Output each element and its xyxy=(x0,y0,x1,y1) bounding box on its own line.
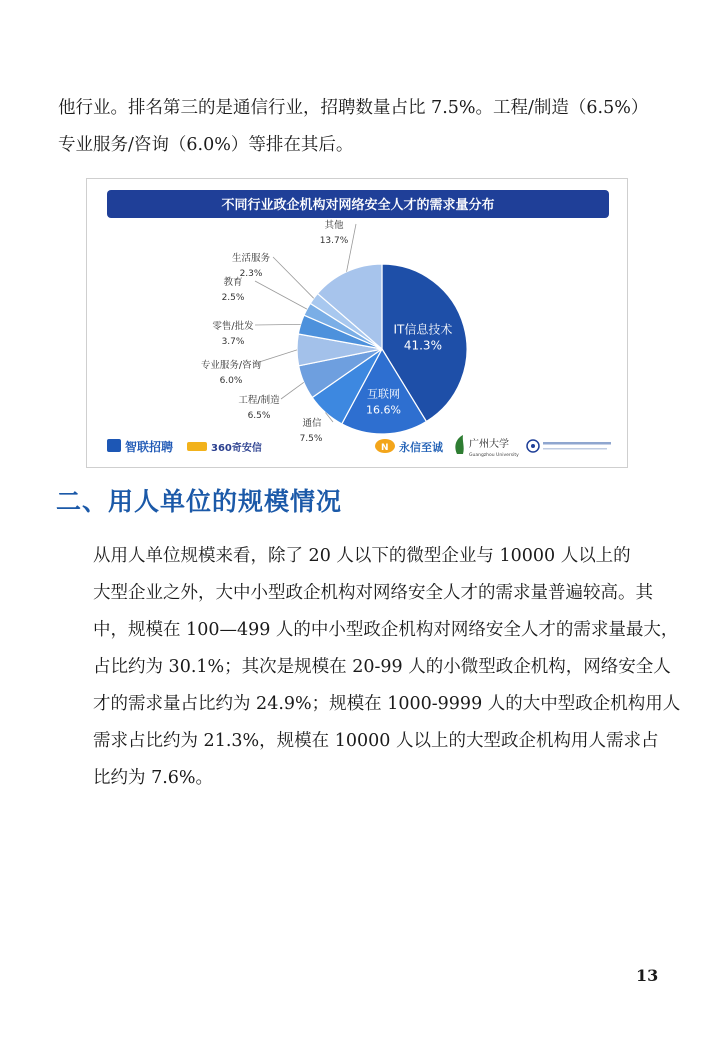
slice-value-label: 7.5% xyxy=(299,434,323,444)
slice-value-label: 13.7% xyxy=(319,236,349,246)
slice-category-label: 零售/批发 xyxy=(212,321,254,332)
svg-text:Guangzhou University: Guangzhou University xyxy=(469,453,519,458)
security-association-logo xyxy=(527,440,611,452)
slice-category-label: 工程/制造 xyxy=(238,395,280,406)
leader-line xyxy=(255,324,301,325)
body-line: 需求占比约为 21.3%，规模在 10000 人以上的大型政企机构用人需求占 xyxy=(93,731,659,751)
slice-value-label: 2.5% xyxy=(221,293,245,303)
slice-category-label: 互联网 xyxy=(366,387,400,401)
slice-value-label: 3.7% xyxy=(221,337,245,347)
qianxin-logo xyxy=(187,441,262,454)
svg-text:N: N xyxy=(381,443,389,453)
slice-value-label: 2.3% xyxy=(239,269,263,279)
intro-paragraph xyxy=(58,90,654,164)
slice-category-label: IT信息技术 xyxy=(393,322,453,337)
intro-line: 他行业。排名第三的是通信行业，招聘数量占比 7.5%。工程/制造（6.5%） xyxy=(58,98,649,118)
body-paragraph xyxy=(58,538,681,797)
slice-category-label: 通信 xyxy=(302,418,322,429)
svg-text:360奇安信: 360奇安信 xyxy=(211,443,262,454)
slice-category-label: 生活服务 xyxy=(231,253,271,264)
slice-value-label: 16.6% xyxy=(366,403,401,417)
slice-category-label: 教育 xyxy=(223,277,243,288)
section-heading: 二、用人单位的规模情况 xyxy=(56,487,343,516)
industry-pie-chart xyxy=(87,179,627,467)
zhaopin-logo xyxy=(107,439,173,454)
leader-line xyxy=(347,224,356,272)
slice-category-label: 专业服务/咨询 xyxy=(200,360,262,371)
guangzhou-university-logo xyxy=(455,435,519,458)
svg-text:智联招聘: 智联招聘 xyxy=(125,440,174,454)
body-line: 占比约为 30.1%；其次是规模在 20-99 人的小微型政企机构，网络安全人 xyxy=(93,657,671,677)
body-line: 大型企业之外，大中小型政企机构对网络安全人才的需求量普遍较高。其 xyxy=(93,583,653,603)
page-number: 13 xyxy=(636,966,659,985)
body-line: 中，规模在 100—499 人的中小型政企机构对网络安全人才的需求量最大， xyxy=(93,620,679,640)
chart-title: 不同行业政企机构对网络安全人才的需求量分布 xyxy=(221,198,495,213)
slice-value-label: 41.3% xyxy=(403,338,442,353)
leader-line xyxy=(281,382,304,399)
intro-line: 专业服务/咨询（6.0%）等排在其后。 xyxy=(58,135,354,155)
leader-line xyxy=(255,281,307,309)
yongxin-logo xyxy=(375,439,443,454)
body-line: 比约为 7.6%。 xyxy=(93,768,214,788)
leader-line xyxy=(273,257,314,298)
svg-text:永信至诚: 永信至诚 xyxy=(399,441,443,454)
slice-value-label: 6.5% xyxy=(247,411,271,421)
industry-demand-figure xyxy=(86,178,628,468)
body-line: 才的需求量占比约为 24.9%；规模在 1000-9999 人的大中型政企机构用人 xyxy=(93,694,681,714)
slice-value-label: 6.0% xyxy=(219,376,243,386)
svg-text:广州大学: 广州大学 xyxy=(469,439,509,450)
slice-category-label: 其他 xyxy=(324,220,344,231)
body-line: 从用人单位规模来看，除了 20 人以下的微型企业与 10000 人以上的 xyxy=(93,546,631,566)
